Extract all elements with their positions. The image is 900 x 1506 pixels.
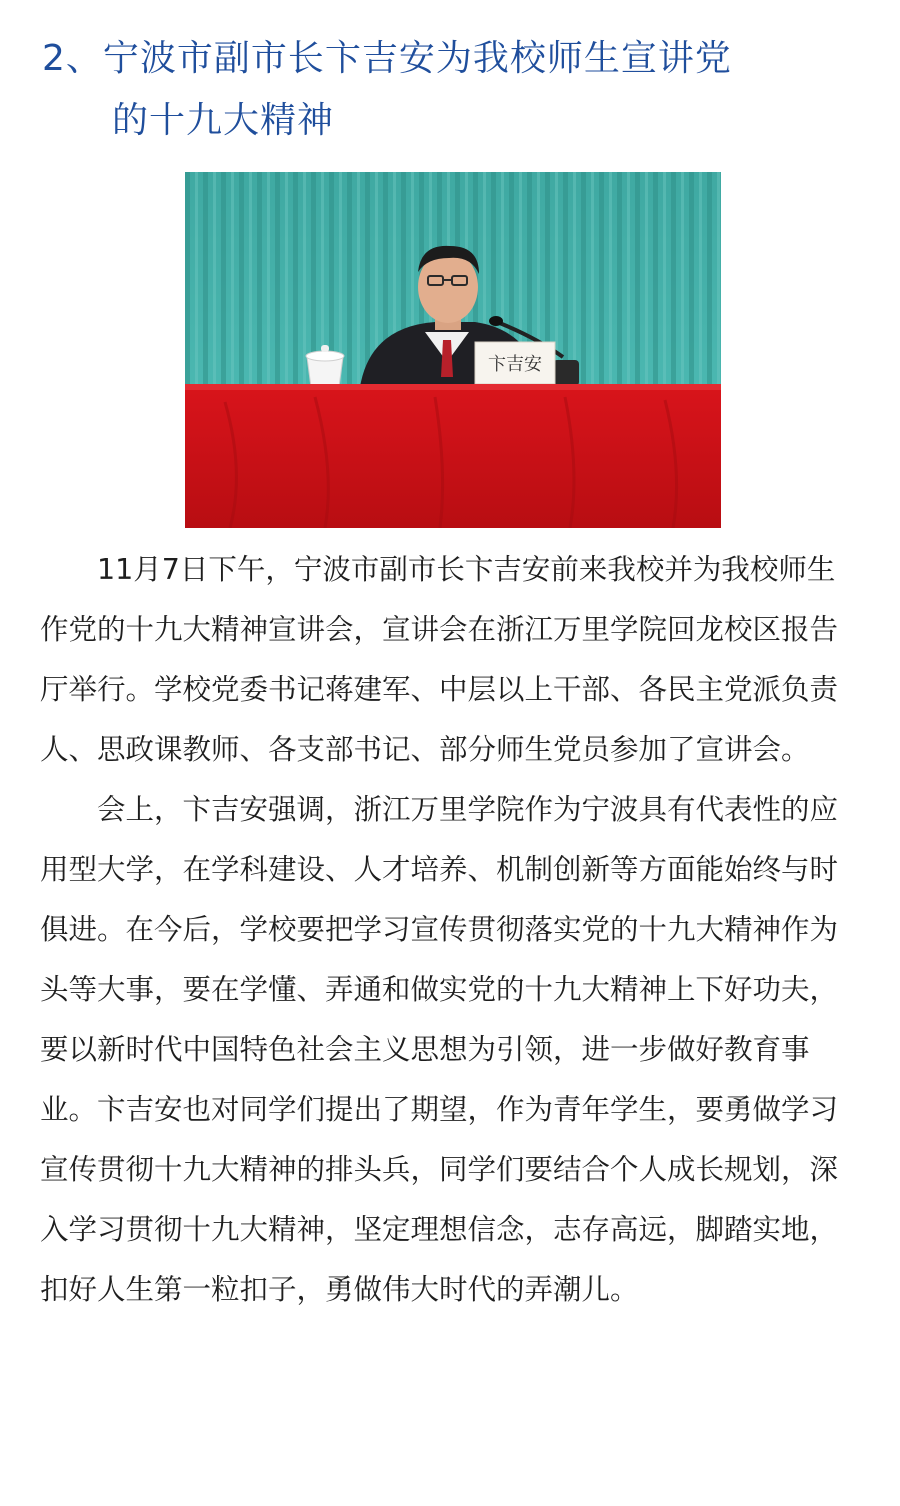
heading-line-2: 的十九大精神 bbox=[112, 100, 335, 141]
article-paragraph-2: 会上，卞吉安强调，浙江万里学院作为宁波具有代表性的应用型大学，在学科建设、人才培养、机制创新等方面能始终与时俱进。在今后，学校要把学习宣传贯彻落实党的十九大精神作为头等大事，要在学懂、弄通和做实党的十九大精神上下好功夫，要以新时代中国特色社会主义思想为引领，进一步做好教育事业。卞吉安也对同学们提出了期望，作为青年学生，要勇做学习宣传贯彻十九大精神的排头兵，同学们要结合个人成长规划，深入学习贯彻十九大精神，坚定理想信念，志存高远，脚踏实地，扣好人生第一粒扣子，勇做伟大时代的弄潮儿。 bbox=[40, 793, 839, 1306]
article-paragraph-1: 11月7日下午，宁波市副市长卞吉安前来我校并为我校师生作党的十九大精神宣讲会，宣讲会在浙江万里学院回龙校区报告厅举行。学校党委书记蒋建军、中层以上干部、各民主党派负责人、思政课教师、各支部书记、部分师生党员参加了宣讲会。 bbox=[40, 553, 839, 766]
article-heading bbox=[42, 28, 892, 152]
red-table-cloth bbox=[185, 384, 721, 528]
heading-line-1: 宁波市副市长卞吉安为我校师生宣讲党 bbox=[102, 38, 732, 79]
speaker-photo-illustration bbox=[185, 172, 721, 528]
speaker-photo bbox=[185, 172, 721, 528]
nameplate bbox=[475, 342, 555, 384]
article-body bbox=[40, 540, 860, 1320]
nameplate-text: 卞吉安 bbox=[488, 354, 542, 375]
heading-number: 2、 bbox=[42, 38, 103, 79]
